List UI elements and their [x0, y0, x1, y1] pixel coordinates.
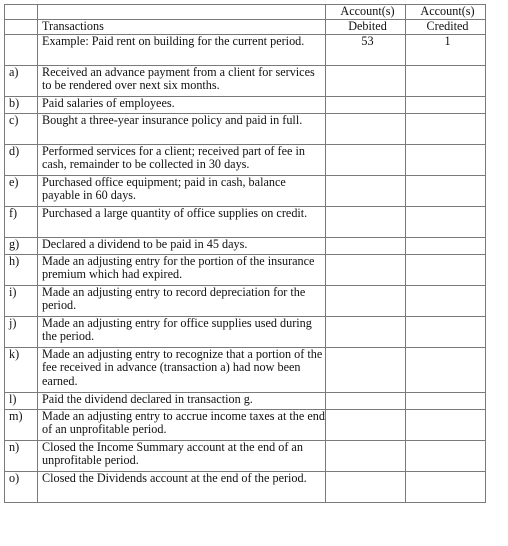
header-row-top [5, 5, 486, 20]
row-letter: k) [5, 347, 38, 392]
row-letter: m) [5, 409, 38, 440]
transactions-worksheet [4, 4, 486, 503]
table-row [5, 206, 486, 237]
row-description: Purchased a large quantity of office supplies on credit. [38, 206, 326, 237]
row-credited-cell[interactable] [406, 440, 486, 471]
row-description: Paid the dividend declared in transaction g. [38, 392, 326, 409]
row-credited-cell[interactable] [406, 409, 486, 440]
row-description: Performed services for a client; received part of fee in cash, remainder to be collected in 30 days. [38, 144, 326, 175]
row-letter: c) [5, 113, 38, 144]
row-description: Received an advance payment from a client for services to be rendered over next six months. [38, 65, 326, 96]
header-blank-desc [38, 5, 326, 20]
table-row [5, 144, 486, 175]
row-debited-cell[interactable] [326, 471, 406, 502]
row-credited-cell[interactable] [406, 316, 486, 347]
table-row [5, 347, 486, 392]
row-description: Bought a three-year insurance policy and paid in full. [38, 113, 326, 144]
table-row [5, 409, 486, 440]
row-credited-cell[interactable] [406, 254, 486, 285]
row-credited-cell[interactable] [406, 65, 486, 96]
table-row [5, 65, 486, 96]
example-debited: 53 [326, 34, 406, 65]
row-debited-cell[interactable] [326, 96, 406, 113]
header-row-bottom [5, 19, 486, 34]
credited-header: Credited [406, 19, 486, 34]
debited-header: Debited [326, 19, 406, 34]
row-letter: g) [5, 237, 38, 254]
row-debited-cell[interactable] [326, 392, 406, 409]
row-letter: f) [5, 206, 38, 237]
example-letter-cell [5, 34, 38, 65]
row-debited-cell[interactable] [326, 65, 406, 96]
example-row [5, 34, 486, 65]
table-row [5, 471, 486, 502]
row-letter: j) [5, 316, 38, 347]
row-credited-cell[interactable] [406, 392, 486, 409]
table-row [5, 392, 486, 409]
example-description: Example: Paid rent on building for the current period. [38, 34, 326, 65]
row-description: Paid salaries of employees. [38, 96, 326, 113]
example-credited: 1 [406, 34, 486, 65]
transactions-header: Transactions [38, 19, 326, 34]
row-debited-cell[interactable] [326, 440, 406, 471]
row-letter: d) [5, 144, 38, 175]
row-description: Closed the Income Summary account at the end of an unprofitable period. [38, 440, 326, 471]
row-letter: e) [5, 175, 38, 206]
row-credited-cell[interactable] [406, 347, 486, 392]
row-description: Declared a dividend to be paid in 45 days. [38, 237, 326, 254]
table-row [5, 237, 486, 254]
row-letter: b) [5, 96, 38, 113]
row-letter: i) [5, 285, 38, 316]
row-description: Made an adjusting entry to record depreciation for the period. [38, 285, 326, 316]
row-letter: h) [5, 254, 38, 285]
table-row [5, 440, 486, 471]
row-description: Made an adjusting entry to accrue income taxes at the end of an unprofitable period. [38, 409, 326, 440]
row-credited-cell[interactable] [406, 96, 486, 113]
row-letter: n) [5, 440, 38, 471]
header-blank-letter [5, 5, 38, 20]
row-debited-cell[interactable] [326, 144, 406, 175]
row-description: Closed the Dividends account at the end of the period. [38, 471, 326, 502]
row-debited-cell[interactable] [326, 347, 406, 392]
row-letter: o) [5, 471, 38, 502]
table-row [5, 316, 486, 347]
row-debited-cell[interactable] [326, 237, 406, 254]
row-letter: l) [5, 392, 38, 409]
row-credited-cell[interactable] [406, 144, 486, 175]
table-row [5, 254, 486, 285]
table-row [5, 113, 486, 144]
row-description: Purchased office equipment; paid in cash, balance payable in 60 days. [38, 175, 326, 206]
table-row [5, 96, 486, 113]
header-blank-letter [5, 19, 38, 34]
row-debited-cell[interactable] [326, 113, 406, 144]
table-row [5, 285, 486, 316]
row-credited-cell[interactable] [406, 113, 486, 144]
row-credited-cell[interactable] [406, 175, 486, 206]
row-description: Made an adjusting entry for office supplies used during the period. [38, 316, 326, 347]
row-credited-cell[interactable] [406, 285, 486, 316]
credited-account-header: Account(s) [406, 5, 486, 20]
row-debited-cell[interactable] [326, 175, 406, 206]
row-debited-cell[interactable] [326, 316, 406, 347]
row-credited-cell[interactable] [406, 237, 486, 254]
row-letter: a) [5, 65, 38, 96]
table-row [5, 175, 486, 206]
row-debited-cell[interactable] [326, 285, 406, 316]
row-credited-cell[interactable] [406, 471, 486, 502]
row-debited-cell[interactable] [326, 254, 406, 285]
row-description: Made an adjusting entry for the portion of the insurance premium which had expired. [38, 254, 326, 285]
transactions-table [4, 4, 486, 503]
row-debited-cell[interactable] [326, 206, 406, 237]
row-debited-cell[interactable] [326, 409, 406, 440]
row-credited-cell[interactable] [406, 206, 486, 237]
row-description: Made an adjusting entry to recognize that a portion of the fee received in advance (transaction a) had now been earned. [38, 347, 326, 392]
debited-account-header: Account(s) [326, 5, 406, 20]
